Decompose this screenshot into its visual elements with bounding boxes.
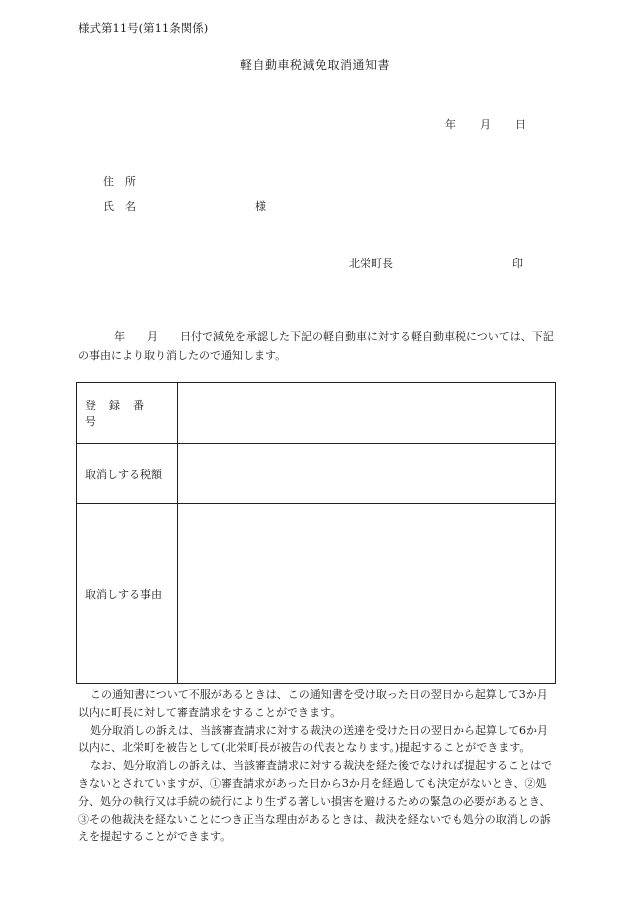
address-label: 住 所: [103, 175, 136, 188]
name-label: 氏 名: [103, 200, 136, 213]
date-day: 日: [515, 118, 526, 131]
table-label-reason: 取消しする事由: [77, 504, 178, 683]
issuer-mayor: 北栄町長: [349, 257, 393, 270]
table-row-reason: [77, 504, 555, 683]
document-title: 軽自動車税減免取消通知書: [239, 58, 390, 72]
form-number: 様式第11号(第11条関係): [78, 21, 209, 35]
date-month: 月: [480, 118, 491, 131]
seal-mark: 印: [512, 257, 523, 270]
body-sentence: 日付で減免を承認した下記の軽自動車に対する軽自動車税については、下記の事由により取り消したので通知します。: [78, 330, 554, 362]
table-value-reason: [178, 504, 555, 683]
notice-paragraph: 処分取消しの訴えは、当該審査請求に対する裁決の送達を受けた日の翌日から起算して6か月以内に、北栄町を被告として(北栄町長が被告の代表となります。)提起することができます。: [78, 723, 548, 755]
date-year: 年: [445, 118, 456, 131]
table-value-registration-number: [178, 383, 555, 443]
detail-table: [76, 382, 556, 684]
body-year: 年: [114, 330, 125, 343]
table-value-tax-amount: [178, 444, 555, 503]
table-row-registration-number: [77, 383, 555, 444]
body-month: 月: [147, 330, 158, 343]
body-text: [78, 327, 558, 365]
notice-paragraph: なお、処分取消しの訴えは、当該審査請求に対する裁決を経た後でなければ提起することはできないとされていますが、①審査請求があった日から3か月を経過しても決定がないとき、②処分、処分の執行又は手続の続行により生ずる著しい損害を避けるための緊急の必要があるとき、③その他裁決を経ないことにつき正当な理由があるときは、裁決を経ないでも処分の取消しの訴えを提起することができます。: [78, 759, 552, 844]
appeal-notice: [78, 686, 558, 846]
date-line: [445, 116, 526, 132]
table-row-tax-amount: [77, 444, 555, 504]
table-label-registration-number: 登録番号: [77, 383, 178, 443]
notice-paragraph: この通知書について不服があるときは、この通知書を受け取った日の翌日から起算して3か月以内に町長に対して審査請求をすることができます。: [78, 688, 548, 719]
honorific: 様: [255, 200, 266, 213]
table-label-tax-amount: 取消しする税額: [77, 444, 178, 503]
